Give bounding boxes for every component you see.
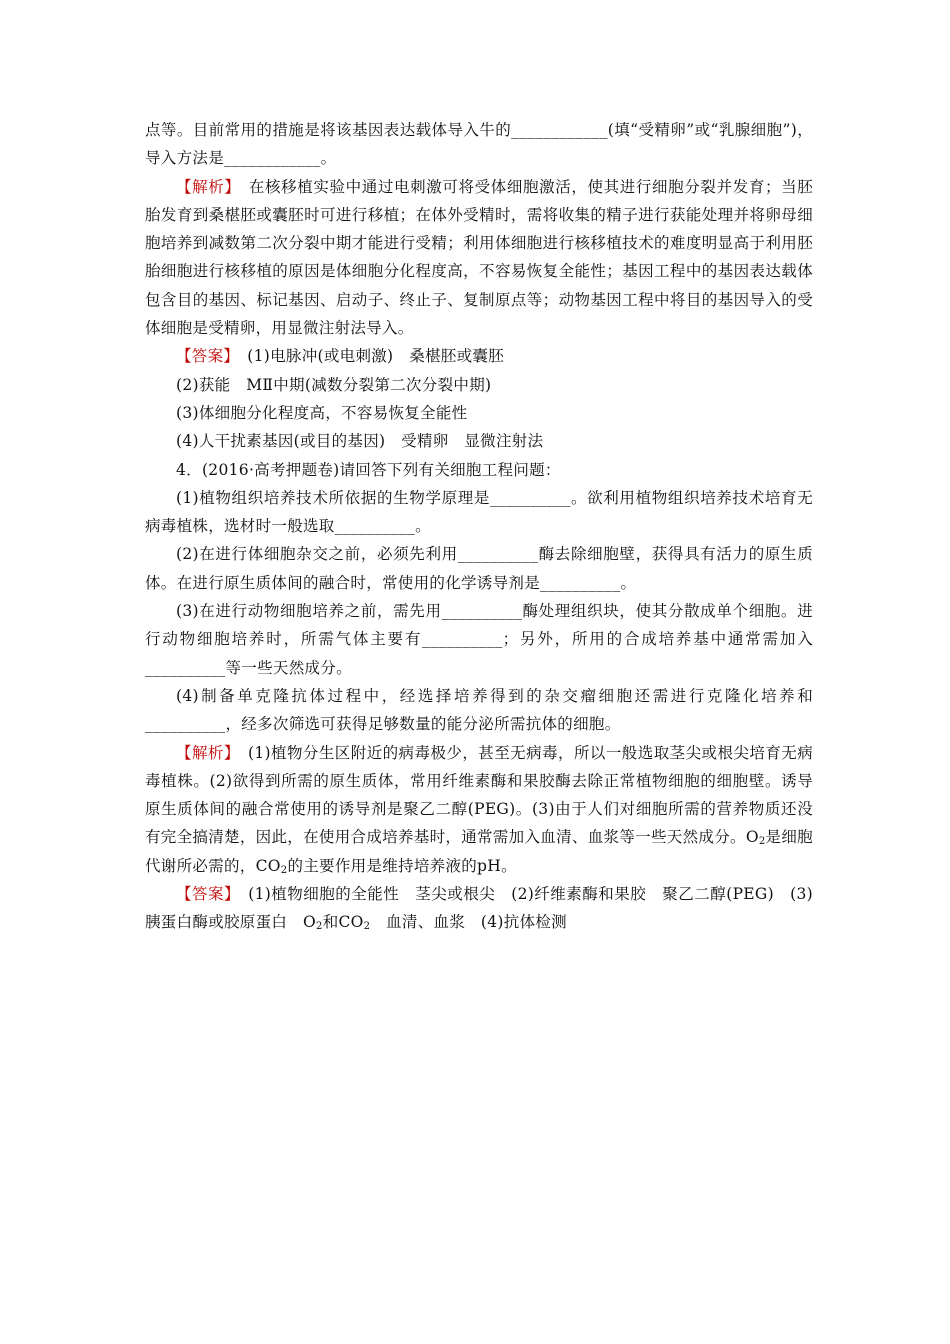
q4-answer-text-a: (1)植物细胞的全能性 茎尖或根尖 (2)纤维素酶和果胶 聚乙二醇(PEG) (3)胰蛋白酶或胶原蛋白 O [145, 885, 813, 932]
document-page [145, 116, 813, 937]
answer-label: 【答案】 [176, 347, 232, 366]
q3-answer-2: (2)获能 MⅡ中期(减数分裂第二次分裂中期) [176, 375, 492, 394]
q4-part-1: (1)植物组织培养技术所依据的生物学原理是__________。欲利用植物组织培养技术培育无病毒植株，选材时一般选取__________。 [145, 488, 813, 536]
subscript: 2 [316, 921, 323, 933]
q4-part-4: (4)制备单克隆抗体过程中，经选择培养得到的杂交瘤细胞还需进行克隆化培养和__________，经多次筛选可获得足够数量的能分泌所需抗体的细胞。 [145, 686, 813, 734]
q4-title: 4．(2016·高考押题卷)请回答下列有关细胞工程问题： [176, 460, 561, 479]
analysis-label: 【解析】 [176, 177, 233, 196]
q4-analysis-text-c: 的主要作用是维持培养液的pH。 [287, 856, 517, 875]
q4-answer-text-c: 血清、血浆 (4)抗体检测 [370, 913, 567, 932]
q3-analysis [145, 173, 813, 343]
subscript: 2 [758, 836, 766, 848]
q4-analysis-text-a: (1)植物分生区附近的病毒极少，甚至无病毒，所以一般选取茎尖或根尖培育无病毒植株。(2)欲得到所需的原生质体，常用纤维素酶和果胶酶去除正常植物细胞的细胞壁。诱导原生质体间的融合常使用的诱导剂是聚乙二醇(PEG)。(3)由于人们对细胞所需的营养物质还没有完全搞清楚，因此，在使用合成培养基时，通常需加入血清、血浆等一些天然成分。O [145, 743, 814, 847]
q3-answer-1-text: (1)电脉冲(或电刺激) 桑椹胚或囊胚 [231, 347, 505, 366]
q4-analysis [145, 739, 813, 880]
q4-analysis-text-b: 是细胞代谢所必需的，CO [145, 828, 813, 875]
question-intro-text: 点等。目前常用的措施是将该基因表达载体导入牛的____________(填“受精卵”或“乳腺细胞”)，导入方法是____________。 [145, 121, 813, 168]
subscript: 2 [280, 864, 288, 876]
q4-answer-text-b: 和CO [322, 913, 364, 932]
analysis-label: 【解析】 [176, 743, 233, 762]
q4-part-2: (2)在进行体细胞杂交之前，必须先利用__________酶去除细胞壁，获得具有活力的原生质体。在进行原生质体间的融合时，常使用的化学诱导剂是__________。 [145, 545, 813, 592]
answer-label: 【答案】 [176, 885, 233, 904]
q4-answer [145, 880, 813, 937]
q3-analysis-text: 在核移植实验中通过电刺激可将受体细胞激活，使其进行细胞分裂并发育；当胚胎发育到桑椹胚或囊胚时可进行移植；在体外受精时，需将收集的精子进行获能处理并将卵母细胞培养到减数第二次分裂中期才能进行受精；利用体细胞进行核移植技术的难度明显高于利用胚胎细胞进行核移植的原因是体细胞分化程度高，不容易恢复全能性；基因工程中的基因表达载体包含目的基因、标记基因、启动子、终止子、复制原点等；动物基因工程中将目的基因导入的受体细胞是受精卵，用显微注射法导入。 [145, 177, 813, 338]
q3-answer-4: (4)人干扰素基因(或目的基因) 受精卵 显微注射法 [176, 432, 544, 451]
subscript: 2 [363, 921, 371, 933]
q3-answer-3: (3)体细胞分化程度高，不容易恢复全能性 [176, 403, 468, 422]
q4-part-3: (3)在进行动物细胞培养之前，需先用__________酶处理组织块，使其分散成单个细胞。进行动物细胞培养时，所需气体主要有__________；另外，所用的合成培养基中通常需加入__________等一些天然成分。 [145, 602, 813, 677]
q3-answer-1 [145, 342, 813, 370]
